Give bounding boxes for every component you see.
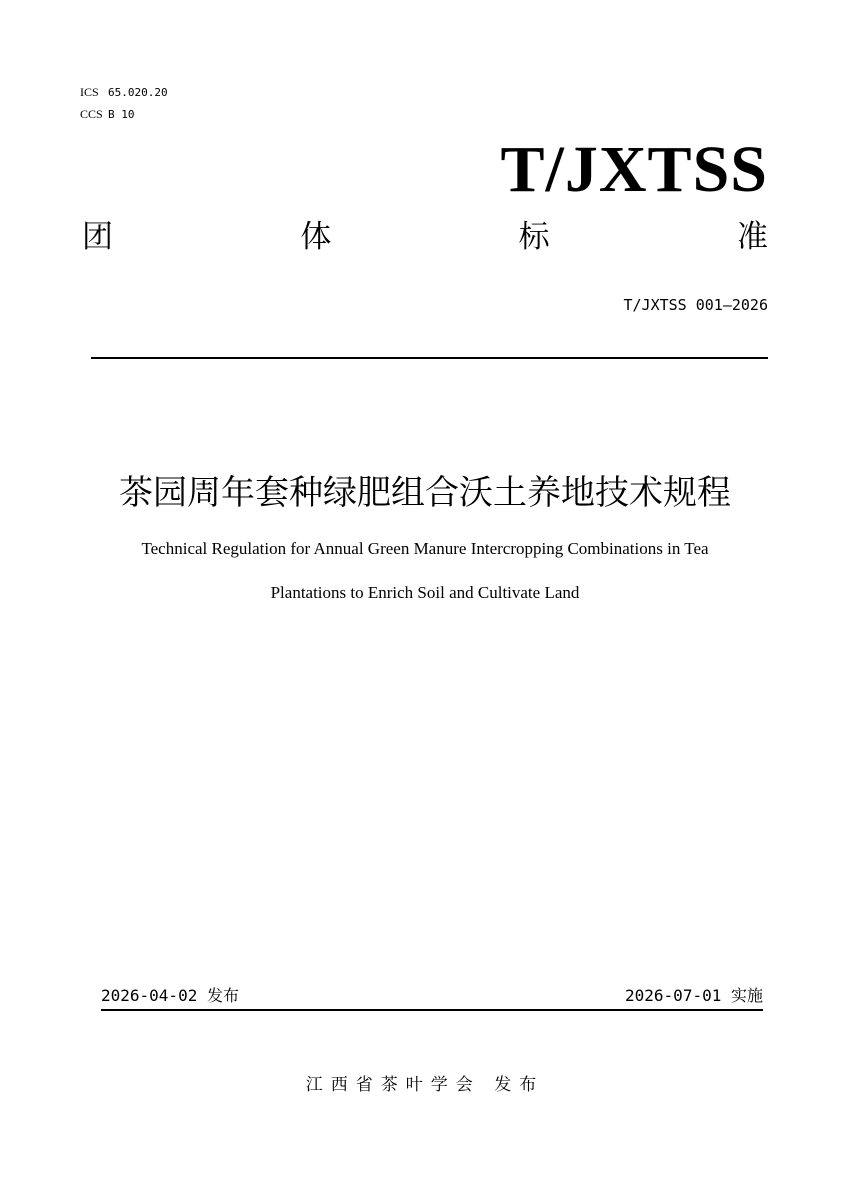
standard-type-char: 准: [736, 219, 768, 255]
title-chinese: 茶园周年套种绿肥组合沃土养地技术规程: [119, 473, 731, 513]
ccs-value: B 10: [108, 108, 135, 121]
publisher-name: 江西省茶叶学会: [305, 1075, 481, 1095]
implement-label: 实施: [730, 986, 763, 1005]
ccs-line: [80, 107, 135, 122]
title-english-line-1: Technical Regulation for Annual Green Manure Intercropping Combinations in Tea: [141, 539, 709, 558]
implement-date: 2026-07-01: [625, 986, 722, 1005]
divider-bottom: [101, 1009, 763, 1011]
standard-type-char: 体: [300, 219, 332, 255]
standard-type-char: 标: [518, 219, 550, 255]
divider-top: [91, 357, 768, 359]
publish-date-block: [101, 985, 239, 1007]
standard-type-char: 团: [82, 219, 113, 255]
ics-value: 65.020.20: [108, 86, 168, 99]
title-english-line-2: Plantations to Enrich Soil and Cultivate Land: [270, 583, 580, 602]
standard-logo: T/JXTSS: [500, 133, 768, 206]
ics-label: ICS: [80, 85, 99, 99]
implement-date-block: [625, 985, 763, 1007]
publish-label: 发布: [206, 986, 239, 1005]
publish-date: 2026-04-02: [101, 986, 198, 1005]
ccs-label: CCS: [80, 107, 103, 121]
standard-number: T/JXTSS 001—2026: [623, 296, 768, 314]
ics-line: [80, 85, 168, 100]
publisher-action: 发布: [494, 1075, 545, 1095]
publisher-line: [0, 1073, 850, 1097]
standard-type: [82, 217, 768, 257]
